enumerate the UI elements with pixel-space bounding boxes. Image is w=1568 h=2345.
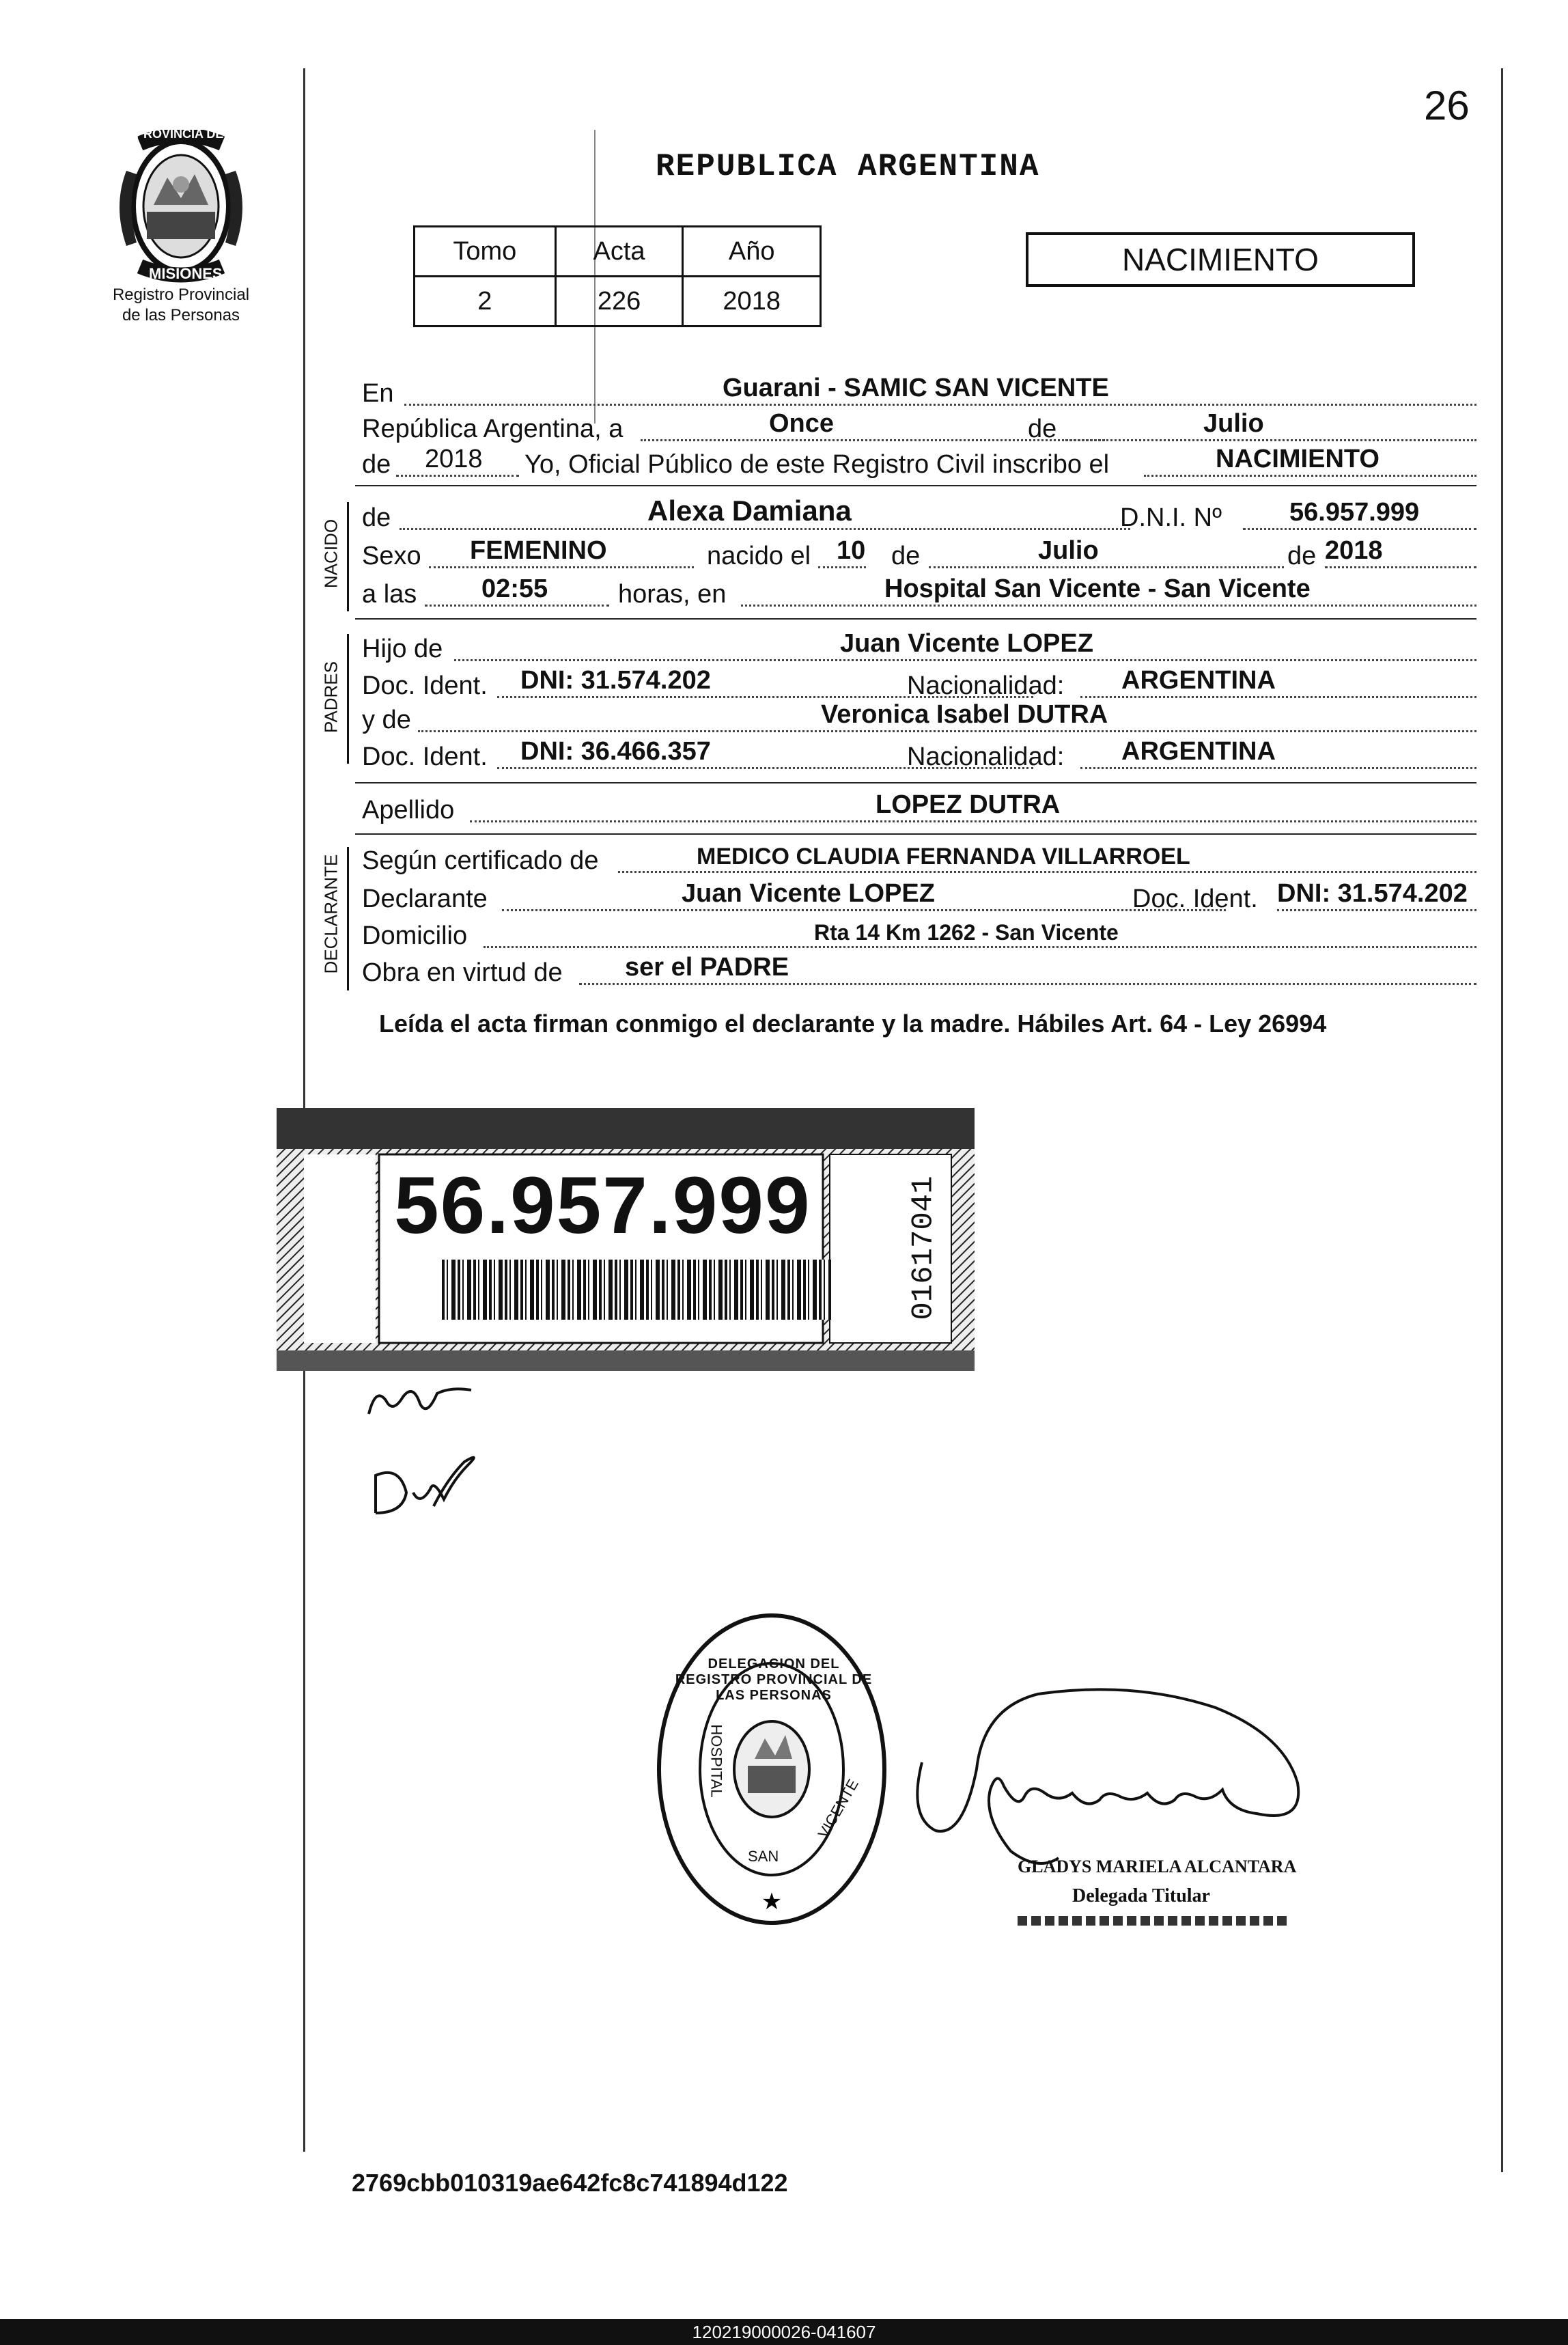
dots: [1080, 767, 1476, 769]
obra-label: Obra en virtud de: [362, 958, 563, 987]
row-sexo: [362, 536, 1476, 572]
svg-text:★: ★: [761, 1889, 783, 1915]
father-nat: ARGENTINA: [1121, 666, 1276, 695]
declarante-label: Declarante: [362, 885, 488, 913]
header-tomo: Tomo: [415, 227, 556, 277]
mother-doc: DNI: 36.466.357: [520, 737, 711, 766]
birth-day: 10: [837, 536, 866, 565]
sticker-serial: 01617041: [906, 1176, 941, 1320]
father-name: Juan Vicente LOPEZ: [840, 629, 1093, 658]
mother-nat: ARGENTINA: [1121, 737, 1276, 766]
barcode-sticker: [277, 1108, 975, 1371]
handwritten-initial-2: [365, 1438, 488, 1530]
closing-text: Leída el acta firman conmigo el declarante y la madre. Hábiles Art. 64 - Ley 26994: [379, 1010, 1327, 1038]
header-anio: Año: [683, 227, 821, 277]
declarante-value: Juan Vicente LOPEZ: [682, 879, 935, 908]
signatory-role: Delegada Titular: [1072, 1885, 1210, 1906]
nacido-bracket: [347, 502, 349, 611]
side-label-padres: PADRES: [320, 661, 341, 733]
dots: [396, 475, 519, 477]
page-number: 26: [1424, 83, 1470, 128]
row-mother-doc: [362, 737, 1476, 773]
sexo-value: FEMENINO: [470, 536, 607, 565]
declarante-bracket: [347, 847, 349, 990]
sticker-number: 56.957.999: [394, 1161, 811, 1251]
place-value: Hospital San Vicente - San Vicente: [884, 574, 1311, 603]
row-apellido: [362, 790, 1476, 827]
segun-value: MEDICO CLAUDIA FERNANDA VILLARROEL: [697, 844, 1190, 870]
doc-ident-label: Doc. Ident.: [362, 743, 488, 771]
y-de-label: y de: [362, 706, 411, 734]
father-doc: DNI: 31.574.202: [520, 666, 711, 695]
en-value: Guarani - SAMIC SAN VICENTE: [723, 374, 1109, 402]
dots: [1080, 696, 1476, 698]
decl-doc-label: Doc. Ident.: [1132, 885, 1258, 913]
reference-table: [413, 225, 822, 327]
dots: [741, 605, 1476, 607]
nacido-de-label: de: [362, 503, 391, 532]
footer-code: 120219000026-041607: [692, 2322, 876, 2342]
value-acta: 226: [555, 277, 683, 327]
mother-name: Veronica Isabel DUTRA: [821, 700, 1108, 729]
row-nacido-de: [362, 495, 1476, 534]
value-tomo: 2: [415, 277, 556, 327]
nacionalidad-label: Nacionalidad:: [907, 671, 1065, 700]
nacionalidad-label: Nacionalidad:: [907, 743, 1065, 771]
signatory-name: GLADYS MARIELA ALCANTARA: [1018, 1857, 1297, 1876]
hijo-de-label: Hijo de: [362, 635, 443, 663]
dots: [1144, 475, 1476, 477]
header-acta: Acta: [555, 227, 683, 277]
document-hash: 2769cbb010319ae642fc8c741894d122: [352, 2169, 788, 2197]
document-title: REPUBLICA ARGENTINA: [656, 149, 1040, 184]
signatory-extra-line: [1018, 1916, 1291, 1926]
dots: [484, 946, 1476, 948]
side-label-nacido: NACIDO: [320, 518, 341, 589]
row-hijo-de: [362, 629, 1476, 665]
horas-label: horas, en: [618, 580, 727, 609]
inscribo-value: NACIMIENTO: [1216, 445, 1380, 473]
day-value: Once: [769, 409, 835, 438]
en-label: En: [362, 379, 394, 408]
row-segun: [362, 844, 1476, 877]
dots: [502, 909, 1226, 911]
obra-value: ser el PADRE: [625, 953, 789, 982]
dots: [470, 820, 1476, 822]
dots: [1243, 528, 1476, 530]
stamp-inner-bottom: SAN: [748, 1848, 779, 1865]
dots: [1325, 566, 1476, 568]
dots: [579, 983, 1476, 985]
row-y-de: [362, 700, 1476, 736]
row-en: [362, 374, 1476, 410]
dots: [818, 566, 866, 568]
domicilio-label: Domicilio: [362, 921, 468, 950]
act-type-box: [1026, 232, 1415, 287]
dots: [400, 528, 1130, 530]
footer-bar: [0, 2319, 1568, 2345]
de3-label: de: [1287, 542, 1317, 570]
row-father-doc: [362, 666, 1476, 702]
month-value: Julio: [1203, 409, 1264, 438]
domicilio-value: Rta 14 Km 1262 - San Vicente: [814, 920, 1119, 945]
dots: [1062, 439, 1476, 441]
nacido-el-label: nacido el: [707, 542, 811, 570]
dots: [418, 730, 1476, 732]
time-value: 02:55: [481, 574, 548, 603]
divider: [355, 618, 1476, 620]
name-value: Alexa Damiana: [647, 495, 852, 527]
dots: [929, 566, 1284, 568]
value-anio: 2018: [683, 277, 821, 327]
row-republica: [362, 409, 1476, 445]
dots: [618, 871, 1476, 873]
padres-bracket: [347, 634, 349, 764]
dots: [429, 566, 694, 568]
birth-year: 2018: [1325, 536, 1383, 565]
divider: [355, 485, 1476, 486]
apellido-label: Apellido: [362, 796, 455, 824]
row-declarante: [362, 879, 1476, 915]
oficial-text: Yo, Oficial Público de este Registro Civil inscribo el: [524, 450, 1110, 479]
dots: [404, 404, 1476, 406]
birth-month: Julio: [1038, 536, 1099, 565]
year-prefix: de: [362, 450, 391, 479]
apellido-value: LOPEZ DUTRA: [876, 790, 1061, 819]
stamp-inner-right: VICENTE: [814, 1776, 862, 1842]
decl-doc-value: DNI: 31.574.202: [1277, 879, 1468, 908]
divider: [355, 833, 1476, 835]
year-value: 2018: [425, 445, 483, 473]
logo-top-text: PROVINCIA DE: [135, 127, 224, 141]
de-label: de: [1028, 415, 1057, 443]
province-logo: [113, 130, 249, 283]
stamp-outer-text: DELEGACION DEL REGISTRO PROVINCIAL DE LAS PERSONAS: [675, 1656, 873, 1703]
official-stamp: [652, 1609, 891, 1930]
row-domicilio: [362, 919, 1476, 952]
dots: [425, 605, 609, 607]
act-type: NACIMIENTO: [1122, 242, 1319, 277]
signature: [901, 1667, 1325, 1875]
registry-line-1: Registro Provincial: [112, 286, 250, 304]
dots: [454, 659, 1476, 661]
side-label-declarante: DECLARANTE: [320, 854, 341, 974]
right-margin-line: [1501, 68, 1503, 2172]
dni-value: 56.957.999: [1289, 498, 1420, 527]
handwritten-initial-1: [362, 1380, 478, 1431]
logo-bottom-text: MISIONES: [149, 265, 223, 282]
de2-label: de: [891, 542, 921, 570]
doc-ident-label: Doc. Ident.: [362, 671, 488, 700]
row-hora: [362, 574, 1476, 611]
row-year: [362, 445, 1476, 481]
sticker-barcode: [442, 1260, 831, 1320]
dots: [1277, 909, 1476, 911]
row-obra: [362, 953, 1476, 989]
republica-label: República Argentina, a: [362, 415, 624, 443]
a-las-label: a las: [362, 580, 417, 609]
dni-label: D.N.I. Nº: [1120, 503, 1222, 532]
stamp-inner-left: HOSPITAL: [708, 1724, 725, 1798]
segun-label: Según certificado de: [362, 846, 599, 875]
divider: [355, 782, 1476, 783]
sexo-label: Sexo: [362, 542, 421, 570]
registry-line-2: de las Personas: [122, 306, 240, 324]
